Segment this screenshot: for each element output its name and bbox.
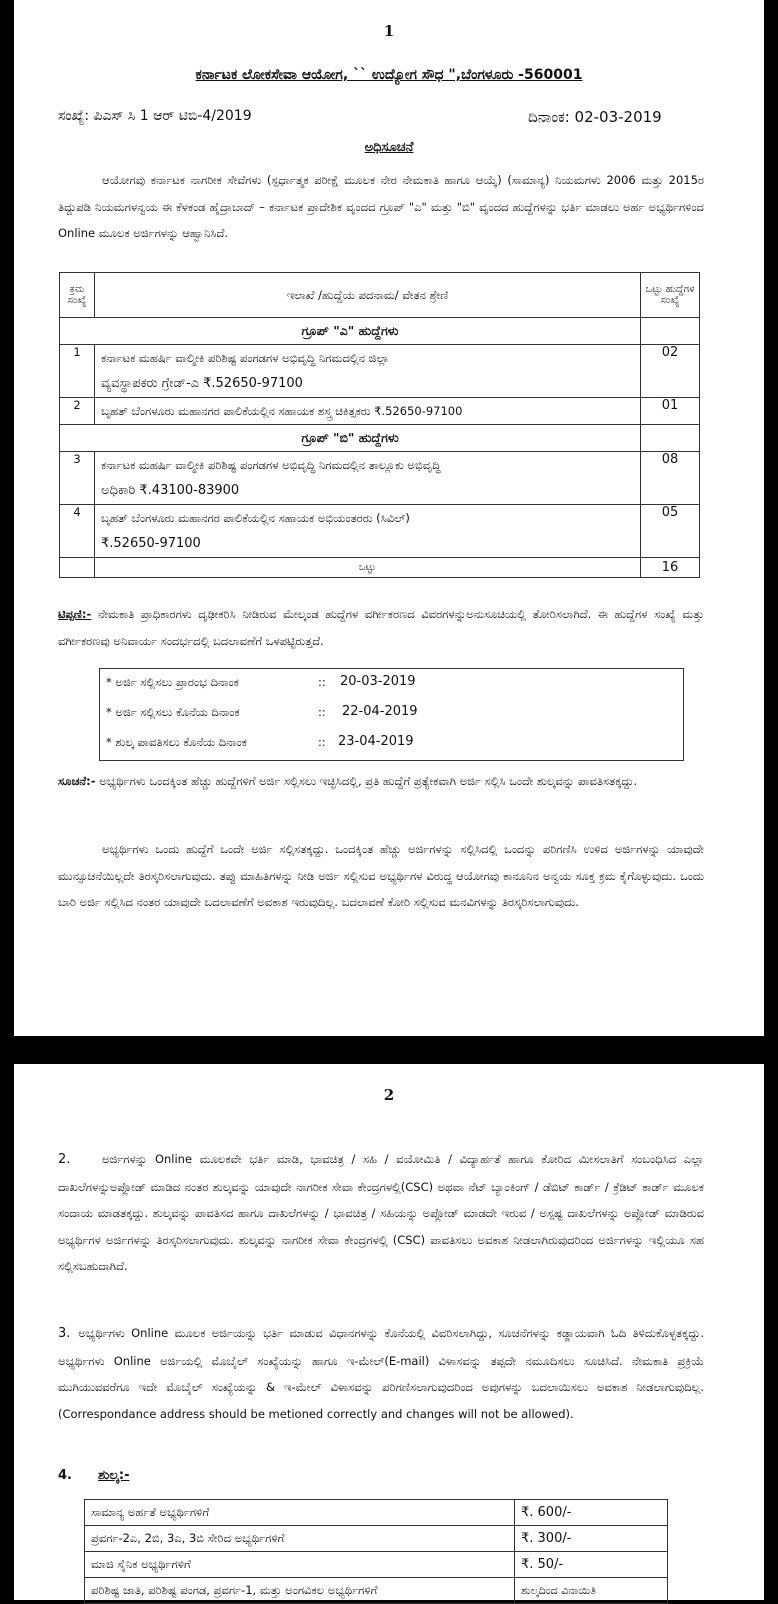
table-row	[85, 1500, 668, 1526]
fee-category: ಸಾಮಾನ್ಯ ಅರ್ಹತೆ ಅಭ್ಯರ್ಥಿಗಳಿಗೆ	[85, 1500, 515, 1526]
date-separator: ::	[318, 735, 326, 749]
fee-category: ಮಾಜಿ ಸೈನಿಕ ಅಭ್ಯರ್ಥಿಗಳಿಗೆ	[85, 1552, 515, 1578]
total-row	[60, 558, 700, 578]
note-paragraph	[58, 601, 704, 654]
row-count: 02	[641, 345, 700, 398]
row-count: 05	[641, 505, 700, 558]
page-number: 1	[383, 22, 395, 40]
rule-text: ಅಭ್ಯರ್ಥಿಗಳು ಒಂದು ಹುದ್ದೆಗೆ ಒಂದೇ ಅರ್ಜಿ ಸಲ್ಲಿಸತಕ್ಕದ್ದು. ಒಂದಕ್ಕಿಂತ ಹೆಚ್ಚು ಅರ್ಜಿಗಳನ್ನು ಸಲ್ಲಿಸಿದಲ್ಲಿ ಒಂದನ್ನು ಪರಿಗಣಿಸಿ ಉಳಿದ ಅರ್ಜಿಗಳನ್ನು ಯಾವುದೇ ಮುನ್ಸೂಚನೆಯಿಲ್ಲದೇ ತಿರಸ್ಕರಿಸಲಾಗುವುದು. ತಪ್ಪು ಮಾಹಿತಿಗಳನ್ನು ನೀಡಿ ಅರ್ಜಿ ಸಲ್ಲಿಸುವ ಅಭ್ಯರ್ಥಿಗಳ ವಿರುದ್ಧ ಆಯೋಗವು ಕಾನೂನಿನ ಅನ್ವಯ ಸೂಕ್ತ ಕ್ರಮ ಕೈಗೊಳ್ಳುವುದು. ಒಂದು ಬಾರಿ ಅರ್ಜಿ ಸಲ್ಲಿಸಿದ ನಂತರ ಯಾವುದೇ ಬದಲಾವಣೆಗೆ ಅವಕಾಶ ಇರುವುದಿಲ್ಲ. ಬದಲಾವಣೆ ಕೋರಿ ಸಲ್ಲಿಸುವ ಮನವಿಗಳನ್ನು ತಿರಸ್ಕರಿಸಲಾಗುವುದು.	[58, 842, 704, 909]
fee-amount: ₹. 50/-	[515, 1552, 668, 1578]
row-count: 01	[641, 398, 700, 425]
date-value: 20-03-2019	[340, 674, 416, 689]
header-count: ಒಟ್ಟು ಹುದ್ದೆಗಳ ಸಂಖ್ಯೆ	[641, 273, 700, 318]
group-b-label: ಗ್ರೂಪ್ "ಬಿ" ಹುದ್ದೆಗಳು	[60, 425, 641, 452]
fee-amount: ₹. 600/-	[515, 1500, 668, 1526]
rule-paragraph	[58, 836, 704, 916]
commission-title: ಕರ್ನಾಟಕ ಲೋಕಸೇವಾ ಆಯೋಗ, `` ಉದ್ಯೋಗ ಸೌಧ ",ಬೆಂಗಳೂರು -560001	[195, 67, 583, 83]
table-row	[85, 1526, 668, 1552]
date-label: * ಶುಲ್ಕ ಪಾವತಿಸಲು ಕೊನೆಯ ದಿನಾಂಕ	[106, 735, 247, 749]
date-value: 23-04-2019	[338, 734, 414, 749]
date-separator: ::	[318, 705, 326, 719]
fee-category: ಪ್ರವರ್ಗ-2ಎ, 2ಬಿ, 3ಎ, 3ಬಿ ಸೇರಿದ ಅಭ್ಯರ್ಥಿಗಳಿಗೆ	[85, 1526, 515, 1552]
date-value: 22-04-2019	[342, 704, 418, 719]
row-post	[95, 345, 641, 398]
header-sl-no: ಕ್ರಮ ಸಂಖ್ಯೆ	[60, 273, 95, 318]
table-row	[60, 345, 700, 398]
para-4-number: 4.	[58, 1468, 72, 1483]
paragraph-2	[58, 1146, 704, 1280]
row-count: 08	[641, 452, 700, 505]
table-header-row	[60, 273, 700, 318]
para-2-number: 2.	[58, 1152, 71, 1167]
para-3-number: 3.	[58, 1326, 71, 1341]
intro-paragraph	[58, 167, 704, 247]
table-row	[60, 398, 700, 425]
post-line: ₹.52650-97100	[101, 536, 201, 551]
note-label: ಟಿಪ್ಪಣಿ:-	[58, 607, 92, 621]
post-line: ಕರ್ನಾಟಕ ಮಹರ್ಷಿ ವಾಲ್ಮೀಕಿ ಪರಿಶಿಷ್ಟ ಪಂಗಡಗಳ ಅಭಿವೃದ್ಧಿ ನಿಗಮದಲ್ಲಿನ ಜಿಲ್ಲಾ	[101, 351, 390, 365]
total-empty	[60, 558, 95, 578]
row-post	[95, 505, 641, 558]
group-a-empty	[641, 318, 700, 345]
vacancy-table	[59, 272, 700, 578]
instruction-label: ಸೂಚನೆ:-	[58, 774, 96, 788]
row-no: 4	[60, 505, 95, 558]
table-row	[60, 452, 700, 505]
instruction-paragraph	[58, 768, 704, 795]
date-label: * ಅರ್ಜಿ ಸಲ್ಲಿಸಲು ಪ್ರಾರಂಭ ದಿನಾಂಕ	[106, 675, 239, 689]
post-line: ವ್ಯವಸ್ಥಾಪಕರು ಗ್ರೇಡ್-ಎ ₹.52650-97100	[101, 376, 303, 391]
post-line: ಅಧಿಕಾರಿ ₹.43100-83900	[101, 483, 240, 498]
reference-number: ಸಂಖ್ಯೆ: ಪಿಎಸ್ ಸಿ 1 ಆರ್ ಟಿಬಿ-4/2019	[58, 108, 252, 124]
intro-text: ಆಯೋಗವು ಕರ್ನಾಟಕ ನಾಗರೀಕ ಸೇವೆಗಳು (ಸ್ಪರ್ಧಾತ್ಮಕ ಪರೀಕ್ಷೆ ಮೂಲಕ ನೇರ ನೇಮಕಾತಿ ಹಾಗೂ ಆಯ್ಕೆ) (ಸಾಮಾನ್ಯ) ನಿಯಮಗಳು 2006 ಮತ್ತು 2015ರ ತಿದ್ದುಪಡಿ ನಿಯಮಗಳನ್ವಯ ಈ ಕೆಳಕಂಡ ಹೈದ್ರಾಬಾದ್ – ಕರ್ನಾಟಕ ಪ್ರಾದೇಶಿಕ ವೃಂದದ ಗ್ರೂಪ್ "ಎ" ಮತ್ತು "ಬಿ" ವೃಂದದ ಹುದ್ದೆಗಳನ್ನು ಭರ್ತಿ ಮಾಡಲು ಅರ್ಹ ಅಭ್ಯರ್ಥಿಗಳಿಂದ Online ಮೂಲಕ ಅರ್ಜಿಗಳನ್ನು ಆಹ್ವಾನಿಸಿದೆ.	[58, 173, 704, 240]
important-dates-box	[99, 668, 684, 761]
notification-date: ದಿನಾಂಕ: 02-03-2019	[528, 108, 662, 126]
instruction-text: ಅಭ್ಯರ್ಥಿಗಳು ಒಂದಕ್ಕಿಂತ ಹೆಚ್ಚು ಹುದ್ದೆಗಳಿಗೆ ಅರ್ಜಿ ಸಲ್ಲಿಸಲು ಇಚ್ಛಿಸಿದಲ್ಲಿ, ಪ್ರತಿ ಹುದ್ದೆಗೆ ಪ್ರತ್ಯೇಕವಾಗಿ ಅರ್ಜಿ ಸಲ್ಲಿಸಿ ಒಂದೇ ಶುಲ್ಕವನ್ನು ಪಾವತಿಸತಕ್ಕದ್ದು.	[99, 774, 638, 788]
total-count: 16	[641, 558, 700, 578]
row-no: 2	[60, 398, 95, 425]
table-row	[85, 1552, 668, 1578]
paragraph-3	[58, 1320, 704, 1427]
date-separator: ::	[318, 675, 326, 689]
group-a-label: ಗ್ರೂಪ್ "ಎ" ಹುದ್ದೆಗಳು	[60, 318, 641, 345]
group-a-row	[60, 318, 700, 345]
page-number: 2	[383, 1086, 395, 1104]
fee-amount: ಶುಲ್ಕದಿಂದ ವಿನಾಯಿತಿ	[515, 1578, 668, 1604]
note-text: ನೇಮಕಾತಿ ಪ್ರಾಧಿಕಾರಗಳು ದೃಢೀಕರಿಸಿ ನೀಡಿರುವ ಮೇಲ್ಕಂಡ ಹುದ್ದೆಗಳ ವರ್ಗೀಕರಣದ ವಿವರಗಳನ್ನುಅನುಸೂಚಿಯಲ್ಲಿ ತೋರಿಸಲಾಗಿದೆ. ಈ ಹುದ್ದೆಗಳ ಸಂಖ್ಯೆ ಮತ್ತು ವರ್ಗೀಕರಣವು ಅನಿವಾರ್ಯ ಸಂದರ್ಭದಲ್ಲಿ ಬದಲಾವಣೆಗೆ ಒಳಪಟ್ಟಿರುತ್ತದೆ.	[58, 607, 704, 648]
post-line: ಕರ್ನಾಟಕ ಮಹರ್ಷಿ ವಾಲ್ಮೀಕಿ ಪರಿಶಿಷ್ಟ ಪಂಗಡಗಳ ಅಭಿವೃದ್ಧಿ ನಿಗಮದಲ್ಲಿನ ತಾಲ್ಲೂಕು ಅಭಿವೃದ್ಧಿ	[101, 458, 441, 472]
notification-heading: ಅಧಿಸೂಚನೆ	[364, 140, 414, 155]
para-3-text: ಅಭ್ಯರ್ಥಿಗಳು Online ಮೂಲಕ ಅರ್ಜಿಯನ್ನು ಭರ್ತಿ ಮಾಡುವ ವಿಧಾನಗಳನ್ನು ಕೊನೆಯಲ್ಲಿ ವಿವರಿಸಲಾಗಿದ್ದು, ಸೂಚನೆಗಳನ್ನು ಕಡ್ಡಾಯವಾಗಿ ಓದಿ ತಿಳಿದುಕೊಳ್ಳತಕ್ಕದ್ದು. ಅಭ್ಯರ್ಥಿಗಳು Online ಅರ್ಜಿಯಲ್ಲಿ ಮೊಬೈಲ್ ಸಂಖ್ಯೆಯನ್ನು ಹಾಗೂ ಇ-ಮೇಲ್(E-mail) ವಿಳಾಸವನ್ನು ತಪ್ಪದೇ ನಮೂದಿಸಲು ಸೂಚಿಸಿದೆ. ನೇಮಕಾತಿ ಪ್ರಕ್ರಿಯೆ ಮುಗಿಯುವವರೆಗೂ ಇದೇ ಮೊಬೈಲ್ ಸಂಖ್ಯೆಯನ್ನು & ಇ-ಮೇಲ್ ವಿಳಾಸವನ್ನು ಪರಿಗಣಿಸಲಾಗುವುದರಿಂದ ಅವುಗಳನ್ನು ಬದಲಾಯಿಸಲು ಅವಕಾಶ ನೀಡಲಾಗುವುದಿಲ್ಲ. (Correspondance address should be metioned correctly and changes will not be allowed).	[58, 1326, 704, 1421]
row-post: ಬೃಹತ್ ಬೆಂಗಳೂರು ಮಹಾನಗರ ಪಾಲಿಕೆಯಲ್ಲಿನ ಸಹಾಯಕ ಶಸ್ತ್ರ ಚಿಕಿತ್ಸಕರು ₹.52650-97100	[95, 398, 641, 425]
group-b-row	[60, 425, 700, 452]
group-b-empty	[641, 425, 700, 452]
row-no: 3	[60, 452, 95, 505]
para-2-text: ಅರ್ಜಿಗಳನ್ನು Online ಮೂಲಕವೇ ಭರ್ತಿ ಮಾಡಿ, ಭಾವಚಿತ್ರ / ಸಹಿ / ವಯೋಮಿತಿ / ವಿದ್ಯಾರ್ಹತೆ ಹಾಗೂ ಕೋರಿದ ಮೀಸಲಾತಿಗೆ ಸಂಬಂಧಿಸಿದ ಎಲ್ಲಾ ದಾಖಲೆಗಳನ್ನುಅಪ್ಲೋಡ್ ಮಾಡಿದ ನಂತರ ಶುಲ್ಕವನ್ನು ಯಾವುದೇ ನಾಗರೀಕ ಸೇವಾ ಕೇಂದ್ರಗಳಲ್ಲಿ(CSC) ಅಥವಾ ನೆಟ್ ಬ್ಯಾಂಕಿಂಗ್ / ಡೆಬಿಟ್ ಕಾರ್ಡ್ / ಕ್ರೆಡಿಟ್ ಕಾರ್ಡ್ ಮೂಲಕ ಸಂದಾಯ ಮಾಡತಕ್ಕದ್ದು. ಶುಲ್ಕವನ್ನು ಪಾವತಿಸದ ಹಾಗೂ ದಾಖಲೆಗಳನ್ನು / ಭಾವಚಿತ್ರ / ಸಹಿಯನ್ನು ಅಪ್ಲೋಡ್ ಮಾಡದೇ ಇರುವ / ಅಸ್ಪಷ್ಟ ದಾಖಲೆಗಳನ್ನು ಅಪ್ಲೋಡ್ ಮಾಡಿರುವ ಅಭ್ಯರ್ಥಿಗಳ ಅರ್ಜಿಗಳನ್ನು ತಿರಸ್ಕರಿಸಲಾಗುವುದು. ಶುಲ್ಕವನ್ನು ನಾಗರೀಕ ಸೇವಾ ಕೇಂದ್ರಗಳಲ್ಲಿ (CSC) ಪಾವತಿಸಲು ಅವಕಾಶ ನೀಡಲಾಗಿರುವುದರಿಂದ ಅರ್ಜಿಗಳನ್ನು ಇಲ್ಲಿಯೂ ಸಹ ಸಲ್ಲಿಸಬಹುದಾಗಿದೆ.	[58, 1152, 704, 1273]
table-row	[60, 505, 700, 558]
total-label: ಒಟ್ಟು	[95, 558, 641, 578]
header-post: ಇಲಾಖೆ /ಹುದ್ದೆಯ ಪದನಾಮ/ ವೇತನ ಶ್ರೇಣಿ	[95, 273, 641, 318]
document-page-1	[14, 0, 764, 1036]
fee-heading: ಶುಲ್ಕ:-	[98, 1468, 130, 1483]
fee-category: ಪರಿಶಿಷ್ಟ ಜಾತಿ, ಪರಿಶಿಷ್ಟ ಪಂಗಡ, ಪ್ರವರ್ಗ-1, ಮತ್ತು ಅಂಗವಿಕಲ ಅಭ್ಯರ್ಥಿಗಳಿಗೆ	[85, 1578, 515, 1604]
fee-table	[84, 1499, 668, 1604]
post-line: ಬೃಹತ್ ಬೆಂಗಳೂರು ಮಹಾನಗರ ಪಾಲಿಕೆಯಲ್ಲಿನ ಸಹಾಯಕ ಅಭಿಯಂತರರು (ಸಿವಿಲ್)	[101, 511, 410, 525]
date-label: * ಅರ್ಜಿ ಸಲ್ಲಿಸಲು ಕೊನೆಯ ದಿನಾಂಕ	[106, 705, 240, 719]
fee-amount: ₹. 300/-	[515, 1526, 668, 1552]
row-post	[95, 452, 641, 505]
row-no: 1	[60, 345, 95, 398]
